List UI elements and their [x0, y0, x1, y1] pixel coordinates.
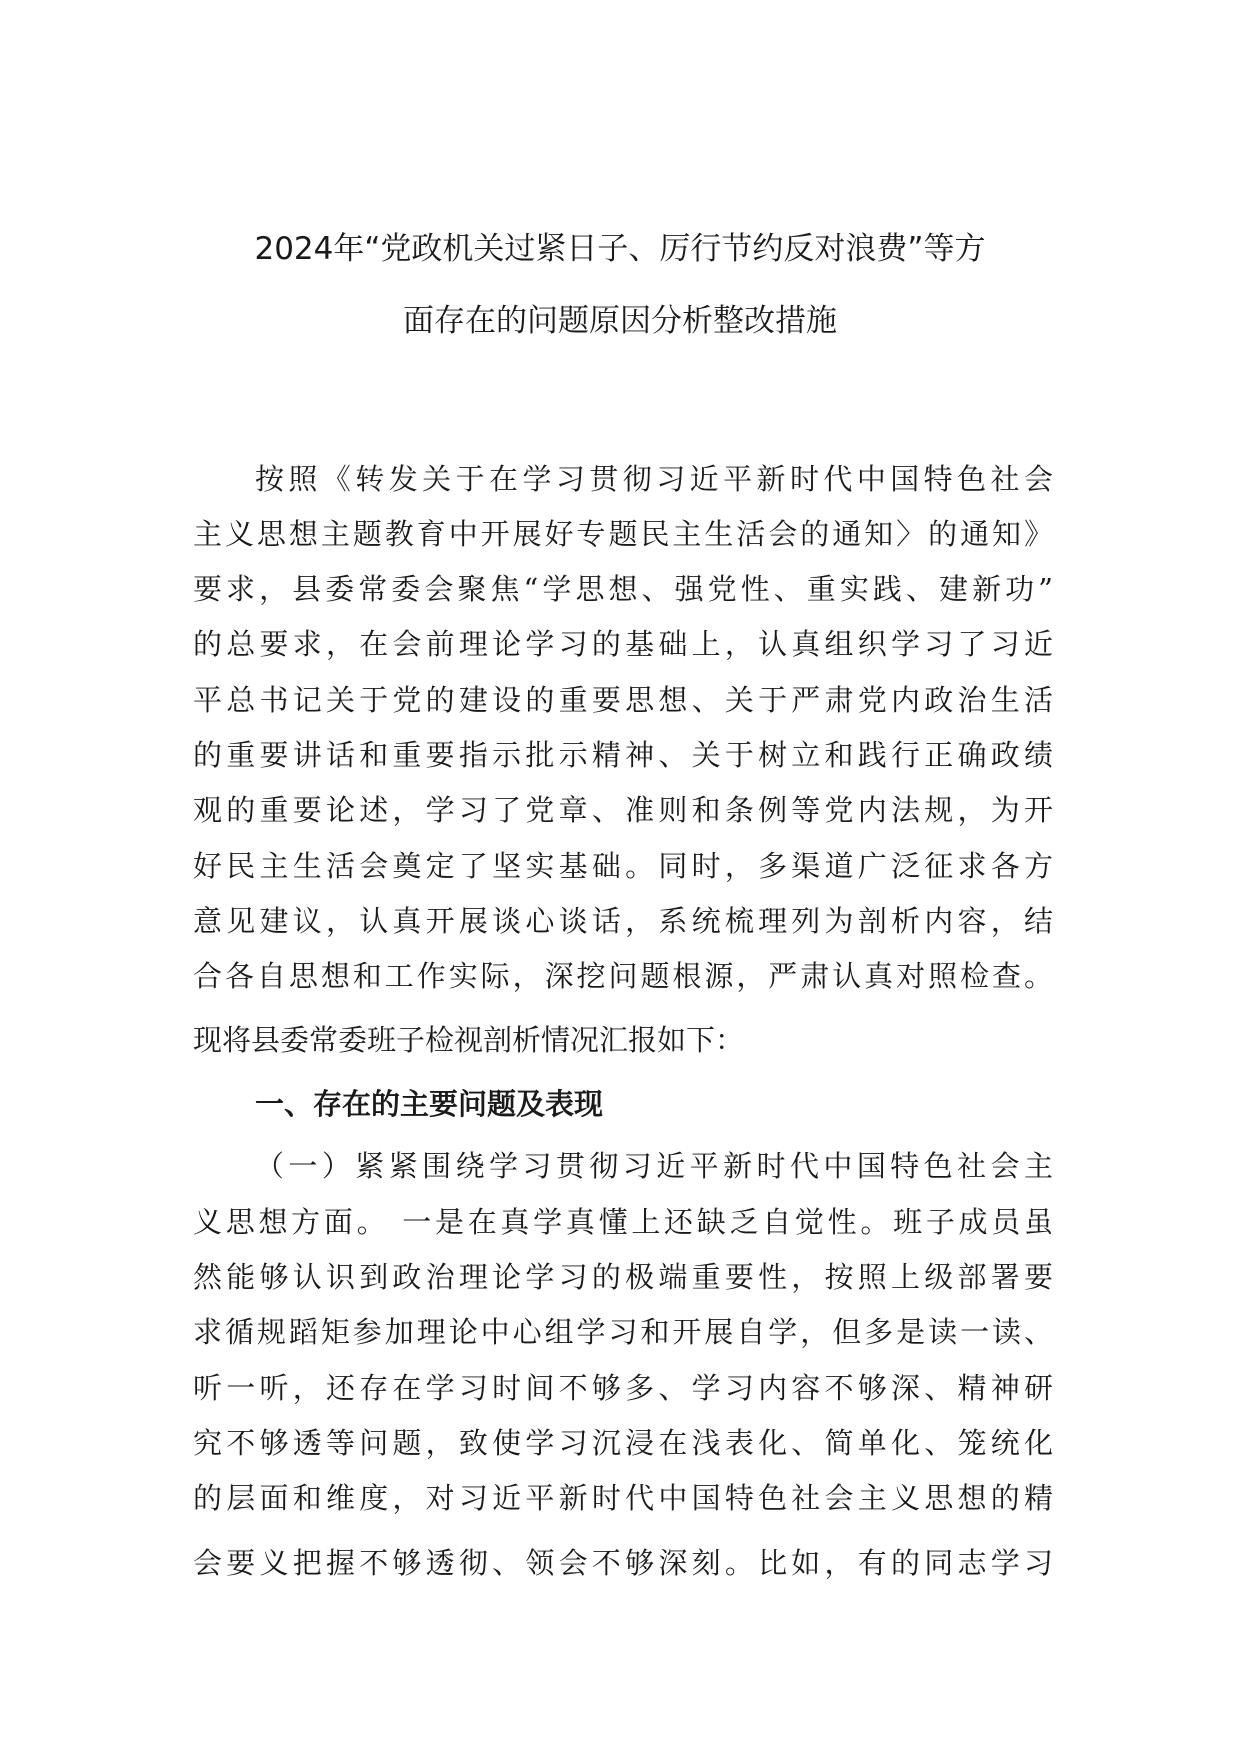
intro-paragraph-line: 合各自思想和工作实际，深挖问题根源，严肃认真对照检查。 — [193, 959, 1053, 993]
section-heading: 一、存在的主要问题及表现 — [255, 1087, 604, 1121]
body-paragraph-line: （一）紧紧围绕学习贯彻习近平新时代中国特色社会主 — [255, 1149, 1053, 1183]
intro-paragraph-line: 意见建议，认真开展谈心谈话，系统梳理列为剖析内容，结 — [193, 904, 1053, 938]
body-paragraph-line: 会要义把握不够透彻、领会不够深刻。比如，有的同志学习 — [193, 1546, 1053, 1580]
intro-paragraph-line: 现将县委常委班子检视剖析情况汇报如下： — [193, 1023, 745, 1057]
intro-paragraph-line: 要求，县委常委会聚焦“学思想、强党性、重实践、建新功” — [193, 572, 1053, 606]
intro-paragraph-line: 好民主生活会奠定了坚实基础。同时，多渠道广泛征求各方 — [193, 849, 1053, 883]
body-paragraph-line: 义思想方面。 一是在真学真懂上还缺乏自觉性。班子成员虽 — [193, 1205, 1053, 1239]
body-paragraph-line: 的层面和维度，对习近平新时代中国特色社会主义思想的精 — [193, 1481, 1053, 1515]
intro-paragraph-line: 的重要讲话和重要指示批示精神、关于树立和践行正确政绩 — [193, 738, 1053, 772]
body-paragraph-line: 听一听，还存在学习时间不够多、学习内容不够深、精神研 — [193, 1371, 1053, 1405]
intro-paragraph-line: 平总书记关于党的建设的重要思想、关于严肃党内政治生活 — [193, 683, 1053, 717]
body-paragraph-line: 究不够透等问题，致使学习沉浸在浅表化、简单化、笼统化 — [193, 1426, 1053, 1460]
intro-paragraph-line: 的总要求，在会前理论学习的基础上，认真组织学习了习近 — [193, 627, 1053, 661]
document-title-line-2: 面存在的问题原因分析整改措施 — [403, 303, 837, 339]
intro-paragraph-line: 按照《转发关于在学习贯彻习近平新时代中国特色社会 — [255, 462, 1053, 496]
document-title-line-1: 2024年“党政机关过紧日子、厉行节约反对浪费”等方 — [254, 231, 986, 267]
intro-paragraph-line: 观的重要论述，学习了党章、准则和条例等党内法规，为开 — [193, 793, 1053, 827]
body-paragraph-line: 然能够认识到政治理论学习的极端重要性，按照上级部署要 — [193, 1260, 1053, 1294]
intro-paragraph-line: 主义思想主题教育中开展好专题民主生活会的通知〉的通知》 — [193, 517, 1053, 551]
body-paragraph-line: 求循规蹈矩参加理论中心组学习和开展自学，但多是读一读、 — [193, 1315, 1053, 1349]
